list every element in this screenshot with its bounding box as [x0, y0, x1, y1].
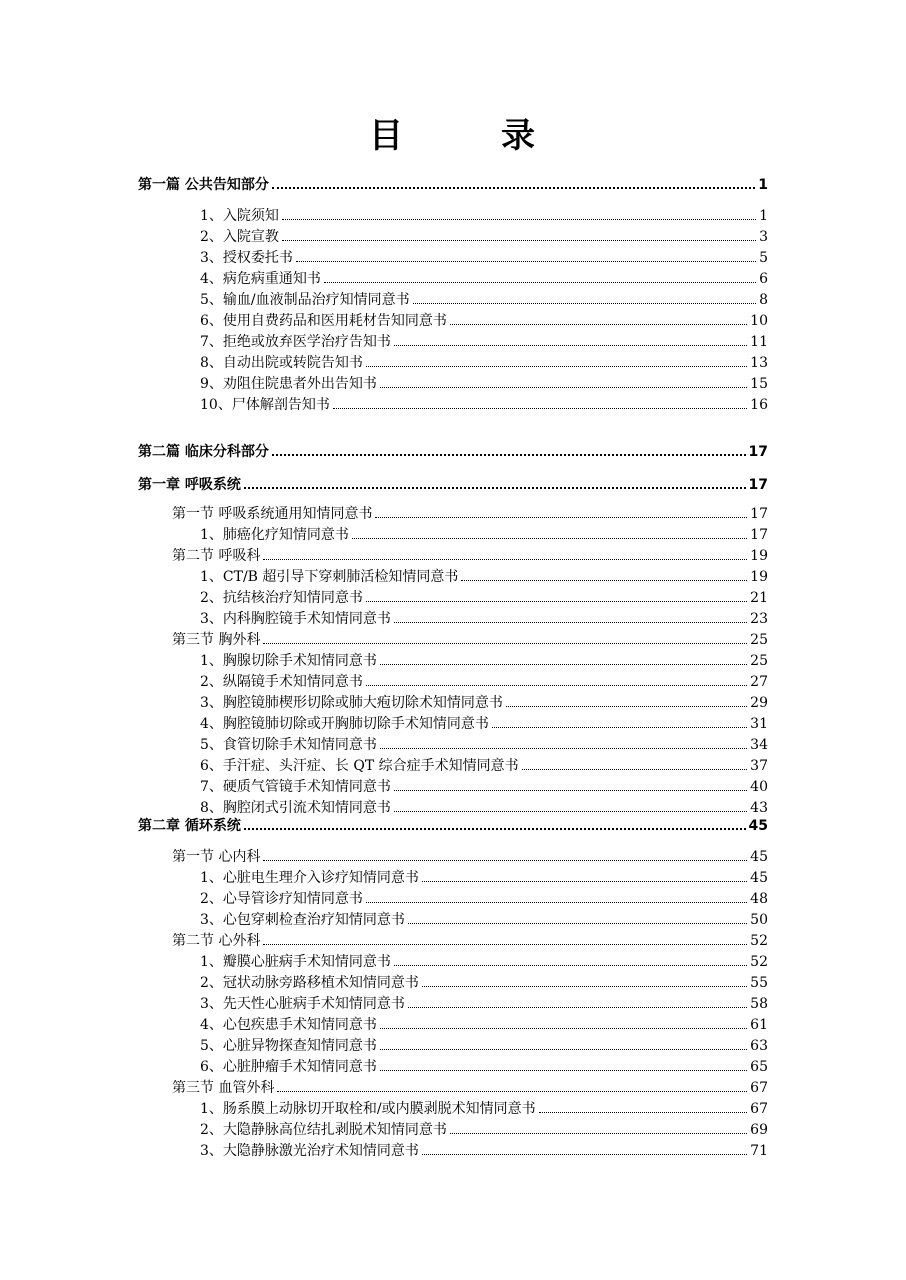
- dot-leader: [366, 685, 747, 686]
- toc-entry-label: 第一章 呼吸系统: [138, 477, 241, 493]
- title-char-left: 目: [369, 116, 405, 156]
- toc-page-number: 1: [758, 177, 768, 193]
- title-char-right: 录: [501, 116, 537, 156]
- toc-item-entry[interactable]: [200, 247, 768, 267]
- toc-page-number: 31: [750, 716, 768, 732]
- toc-page-number: 58: [750, 996, 768, 1012]
- toc-entry-label: 5、输血/血液制品治疗知情同意书: [200, 292, 410, 308]
- dot-leader: [422, 881, 747, 882]
- toc-item-entry[interactable]: [200, 755, 768, 775]
- toc-page-number: 27: [750, 674, 768, 690]
- dot-leader: [408, 1007, 747, 1008]
- dot-leader: [413, 303, 756, 304]
- toc-item-entry[interactable]: [200, 226, 768, 246]
- toc-page-number: 15: [750, 376, 768, 392]
- toc-page-number: 17: [748, 477, 768, 493]
- toc-entry-label: 3、内科胸腔镜手术知情同意书: [200, 611, 391, 627]
- toc-section-entry[interactable]: [172, 846, 768, 866]
- toc-page-number: 69: [750, 1122, 768, 1138]
- toc-item-entry[interactable]: [200, 650, 768, 670]
- toc-item-entry[interactable]: [200, 352, 768, 372]
- toc-item-entry[interactable]: [200, 608, 768, 628]
- dot-leader: [380, 748, 747, 749]
- toc-page-number: 10: [750, 313, 768, 329]
- toc-entry-label: 1、CT/B 超引导下穿刺肺活检知情同意书: [200, 569, 459, 585]
- dot-leader: [282, 219, 756, 220]
- toc-page-number: 61: [750, 1017, 768, 1033]
- toc-item-entry[interactable]: [200, 867, 768, 887]
- toc-item-entry[interactable]: [200, 1098, 768, 1118]
- toc-page-number: 45: [750, 849, 768, 865]
- dot-leader: [380, 664, 747, 665]
- toc-page-number: 23: [750, 611, 768, 627]
- dot-leader: [375, 517, 747, 518]
- toc-page-number: 19: [750, 548, 768, 564]
- toc-entry-label: 8、自动出院或转院告知书: [200, 355, 363, 371]
- dot-leader: [352, 538, 747, 539]
- toc-entry-label: 第一篇 公共告知部分: [138, 177, 269, 193]
- toc-item-entry[interactable]: [200, 268, 768, 288]
- toc-page-number: 6: [759, 271, 768, 287]
- dot-leader: [450, 324, 747, 325]
- dot-leader: [366, 902, 747, 903]
- toc-page-number: 25: [750, 653, 768, 669]
- dot-leader: [263, 643, 747, 644]
- toc-entry-label: 5、食管切除手术知情同意书: [200, 737, 377, 753]
- toc-page-number: 19: [750, 569, 768, 585]
- toc-entry-label: 3、心包穿刺检查治疗知情同意书: [200, 912, 405, 928]
- toc-entry-label: 2、心导管诊疗知情同意书: [200, 891, 363, 907]
- toc-entry-label: 10、尸体解剖告知书: [200, 397, 330, 413]
- dot-leader: [272, 454, 746, 456]
- toc-page-number: 37: [750, 758, 768, 774]
- dot-leader: [408, 923, 747, 924]
- dot-leader: [394, 622, 747, 623]
- toc-entry-label: 第二节 心外科: [172, 933, 261, 949]
- toc-page-number: 63: [750, 1038, 768, 1054]
- toc-item-entry[interactable]: [200, 797, 768, 817]
- dot-leader: [366, 366, 747, 367]
- dot-leader: [394, 345, 747, 346]
- toc-entry-label: 2、纵隔镜手术知情同意书: [200, 674, 363, 690]
- toc-page-number: 50: [750, 912, 768, 928]
- toc-item-entry[interactable]: [200, 373, 768, 393]
- toc-item-entry[interactable]: [200, 713, 768, 733]
- toc-item-entry[interactable]: [200, 1014, 768, 1034]
- toc-page-number: 48: [750, 891, 768, 907]
- toc-entry-label: 1、胸腺切除手术知情同意书: [200, 653, 377, 669]
- toc-entry-label: 第二篇 临床分科部分: [138, 444, 269, 460]
- toc-page-number: 71: [750, 1143, 768, 1159]
- toc-entry-label: 7、硬质气管镜手术知情同意书: [200, 779, 391, 795]
- dot-leader: [394, 790, 747, 791]
- toc-page-number: 16: [750, 397, 768, 413]
- toc-section-entry[interactable]: [172, 930, 768, 950]
- dot-leader: [282, 240, 756, 241]
- toc-page-number: 29: [750, 695, 768, 711]
- toc-entry-label: 6、手汗症、头汗症、长 QT 综合症手术知情同意书: [200, 758, 519, 774]
- toc-entry-label: 1、心脏电生理介入诊疗知情同意书: [200, 870, 419, 886]
- toc-item-entry[interactable]: [200, 671, 768, 691]
- toc-page-number: 40: [750, 779, 768, 795]
- toc-entry-label: 2、冠状动脉旁路移植术知情同意书: [200, 975, 419, 991]
- toc-page-number: 17: [748, 444, 768, 460]
- toc-item-entry[interactable]: [200, 524, 768, 544]
- dot-leader: [422, 986, 747, 987]
- dot-leader: [324, 282, 756, 283]
- toc-page-number: 1: [759, 208, 768, 224]
- toc-page-number: 67: [750, 1101, 768, 1117]
- toc-entry-label: 6、使用自费药品和医用耗材告知同意书: [200, 313, 447, 329]
- toc-item-entry[interactable]: [200, 951, 768, 971]
- page-title: [0, 108, 906, 157]
- toc-page-number: 21: [750, 590, 768, 606]
- toc-item-entry[interactable]: [200, 888, 768, 908]
- toc-entry-label: 3、先天性心脏病手术知情同意书: [200, 996, 405, 1012]
- toc-entry-label: 1、肺癌化疗知情同意书: [200, 527, 349, 543]
- toc-item-entry[interactable]: [200, 205, 768, 225]
- toc-entry-label: 3、大隐静脉激光治疗术知情同意书: [200, 1143, 419, 1159]
- toc-item-entry[interactable]: [200, 1140, 768, 1160]
- toc-part-entry[interactable]: [138, 815, 768, 835]
- toc-page-number: 67: [750, 1080, 768, 1096]
- toc-entry-label: 1、入院须知: [200, 208, 279, 224]
- toc-section-entry[interactable]: [172, 545, 768, 565]
- toc-entry-label: 第二节 呼吸科: [172, 548, 261, 564]
- dot-leader: [394, 811, 747, 812]
- toc-entry-label: 2、入院宣教: [200, 229, 279, 245]
- dot-leader: [380, 387, 747, 388]
- toc-page-number: 11: [750, 334, 768, 350]
- toc-page-number: 13: [750, 355, 768, 371]
- toc-part-entry[interactable]: [138, 474, 768, 494]
- toc-item-entry[interactable]: [200, 289, 768, 309]
- toc-entry-label: 4、病危病重通知书: [200, 271, 321, 287]
- toc-section-entry[interactable]: [172, 1077, 768, 1097]
- toc-entry-label: 9、劝阻住院患者外出告知书: [200, 376, 377, 392]
- toc-item-entry[interactable]: [200, 776, 768, 796]
- dot-leader: [450, 1133, 747, 1134]
- toc-entry-label: 第一节 呼吸系统通用知情同意书: [172, 506, 373, 522]
- toc-entry-label: 2、大隐静脉高位结扎剥脱术知情同意书: [200, 1122, 447, 1138]
- toc-entry-label: 第三节 胸外科: [172, 632, 261, 648]
- toc-page-number: 17: [750, 506, 768, 522]
- toc-item-entry[interactable]: [200, 993, 768, 1013]
- toc-page-number: 65: [750, 1059, 768, 1075]
- toc-item-entry[interactable]: [200, 692, 768, 712]
- toc-item-entry[interactable]: [200, 1056, 768, 1076]
- toc-entry-label: 7、拒绝或放弃医学治疗告知书: [200, 334, 391, 350]
- toc-item-entry[interactable]: [200, 566, 768, 586]
- toc-entry-label: 4、心包疾患手术知情同意书: [200, 1017, 377, 1033]
- toc-entry-label: 第一节 心内科: [172, 849, 261, 865]
- toc-entry-label: 5、心脏异物探查知情同意书: [200, 1038, 377, 1054]
- toc-entry-label: 2、抗结核治疗知情同意书: [200, 590, 363, 606]
- toc-page-number: 3: [759, 229, 768, 245]
- dot-leader: [366, 601, 747, 602]
- toc-entry-label: 6、心脏肿瘤手术知情同意书: [200, 1059, 377, 1075]
- dot-leader: [272, 187, 755, 189]
- toc-entry-label: 第三节 血管外科: [172, 1080, 275, 1096]
- toc-section-entry[interactable]: [172, 629, 768, 649]
- toc-part-entry[interactable]: [138, 174, 768, 194]
- toc-page-number: 45: [748, 818, 768, 834]
- dot-leader: [296, 261, 756, 262]
- toc-page-number: 8: [759, 292, 768, 308]
- dot-leader: [380, 1070, 747, 1071]
- toc-item-entry[interactable]: [200, 909, 768, 929]
- toc-entry-label: 3、胸腔镜肺楔形切除或肺大疱切除术知情同意书: [200, 695, 503, 711]
- toc-item-entry[interactable]: [200, 394, 768, 414]
- toc-entry-label: 第二章 循环系统: [138, 818, 241, 834]
- toc-item-entry[interactable]: [200, 587, 768, 607]
- toc-page-number: 17: [750, 527, 768, 543]
- toc-page-number: 5: [759, 250, 768, 266]
- toc-item-entry[interactable]: [200, 331, 768, 351]
- dot-leader: [394, 965, 747, 966]
- dot-leader: [506, 706, 747, 707]
- dot-leader: [461, 580, 747, 581]
- dot-leader: [263, 860, 747, 861]
- toc-entry-label: 8、胸腔闭式引流术知情同意书: [200, 800, 391, 816]
- dot-leader: [244, 828, 746, 830]
- toc-page-number: 34: [750, 737, 768, 753]
- dot-leader: [522, 769, 748, 770]
- dot-leader: [539, 1112, 748, 1113]
- dot-leader: [263, 944, 747, 945]
- toc-item-entry[interactable]: [200, 310, 768, 330]
- dot-leader: [244, 487, 746, 489]
- toc-page-number: 52: [750, 954, 768, 970]
- toc-entry-label: 4、胸腔镜肺切除或开胸肺切除手术知情同意书: [200, 716, 489, 732]
- dot-leader: [277, 1091, 747, 1092]
- toc-page-number: 25: [750, 632, 768, 648]
- dot-leader: [380, 1028, 747, 1029]
- dot-leader: [422, 1154, 747, 1155]
- toc-item-entry[interactable]: [200, 734, 768, 754]
- toc-page-number: 52: [750, 933, 768, 949]
- toc-item-entry[interactable]: [200, 972, 768, 992]
- toc-entry-label: 1、瓣膜心脏病手术知情同意书: [200, 954, 391, 970]
- toc-item-entry[interactable]: [200, 1119, 768, 1139]
- toc-page-number: 43: [750, 800, 768, 816]
- toc-entry-label: 1、肠系膜上动脉切开取栓和/或内膜剥脱术知情同意书: [200, 1101, 536, 1117]
- toc-part-entry[interactable]: [138, 441, 768, 461]
- toc-item-entry[interactable]: [200, 1035, 768, 1055]
- toc-entry-label: 3、授权委托书: [200, 250, 293, 266]
- toc-section-entry[interactable]: [172, 503, 768, 523]
- toc-page-number: 55: [750, 975, 768, 991]
- toc-page-number: 45: [750, 870, 768, 886]
- dot-leader: [333, 408, 747, 409]
- dot-leader: [492, 727, 747, 728]
- dot-leader: [263, 559, 747, 560]
- dot-leader: [380, 1049, 747, 1050]
